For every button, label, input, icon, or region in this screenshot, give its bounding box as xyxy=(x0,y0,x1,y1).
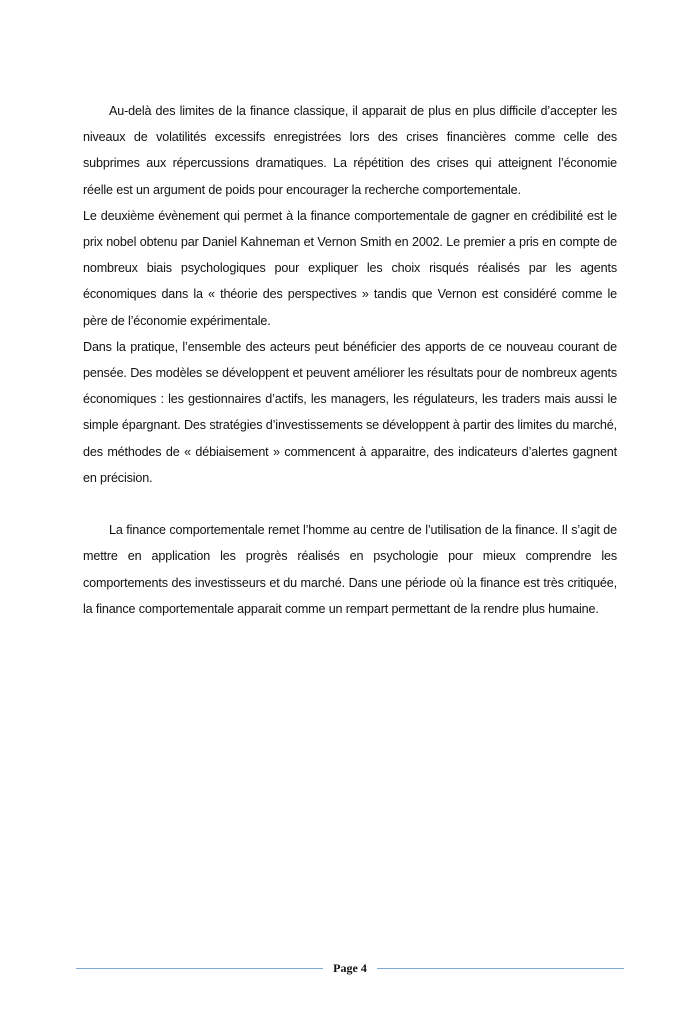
footer-rule-right xyxy=(377,968,624,969)
paragraph-2: Le deuxième évènement qui permet à la finance comportementale de gagner en crédibilité est le prix nobel obtenu par Daniel Kahneman et Vernon Smith en 2002. Le premier a pris en compte de nombreux biais psychologiques pour expliquer les choix risqués réalisés par les agents économiques dans la « théorie des perspectives » tandis que Vernon est considéré comme le père de l’économie expérimentale. xyxy=(83,208,617,328)
paragraph-4: La finance comportementale remet l’homme au centre de l’utilisation de la finance. Il s’agit de mettre en application les progrès réalisés en psychologie pour mieux comprendre les comportements des investisseurs et du marché. Dans une période où la finance est très critiquée, la finance comportementale apparait comme un rempart permettant de la rendre plus humaine. xyxy=(83,523,617,616)
page-footer xyxy=(76,958,624,978)
paragraph-1: Au-delà des limites de la finance classique, il apparait de plus en plus difficile d’accepter les niveaux de volatilités excessifs enregistrées lors des crises financières comme celle des subprimes aux répercussions dramatiques. La répétition des crises qui atteignent l’économie réelle est un argument de poids pour encourager la recherche comportementale. xyxy=(83,104,617,197)
paragraph-3: Dans la pratique, l’ensemble des acteurs peut bénéficier des apports de ce nouveau courant de pensée. Des modèles se développent et peuvent améliorer les résultats pour de nombreux agents économiques : les gestionnaires d’actifs, les managers, les régulateurs, les traders mais aussi le simple épargnant. Des stratégies d’investissements se développent à partir des limites du marché, des méthodes de « débiaisement » commencent à apparaitre, des indicateurs d’alertes gagnent en précision. xyxy=(83,339,617,485)
document-body xyxy=(83,98,617,622)
page-number: Page 4 xyxy=(333,960,367,975)
footer-rule-left xyxy=(76,968,323,969)
paragraph-spacer xyxy=(83,491,617,517)
